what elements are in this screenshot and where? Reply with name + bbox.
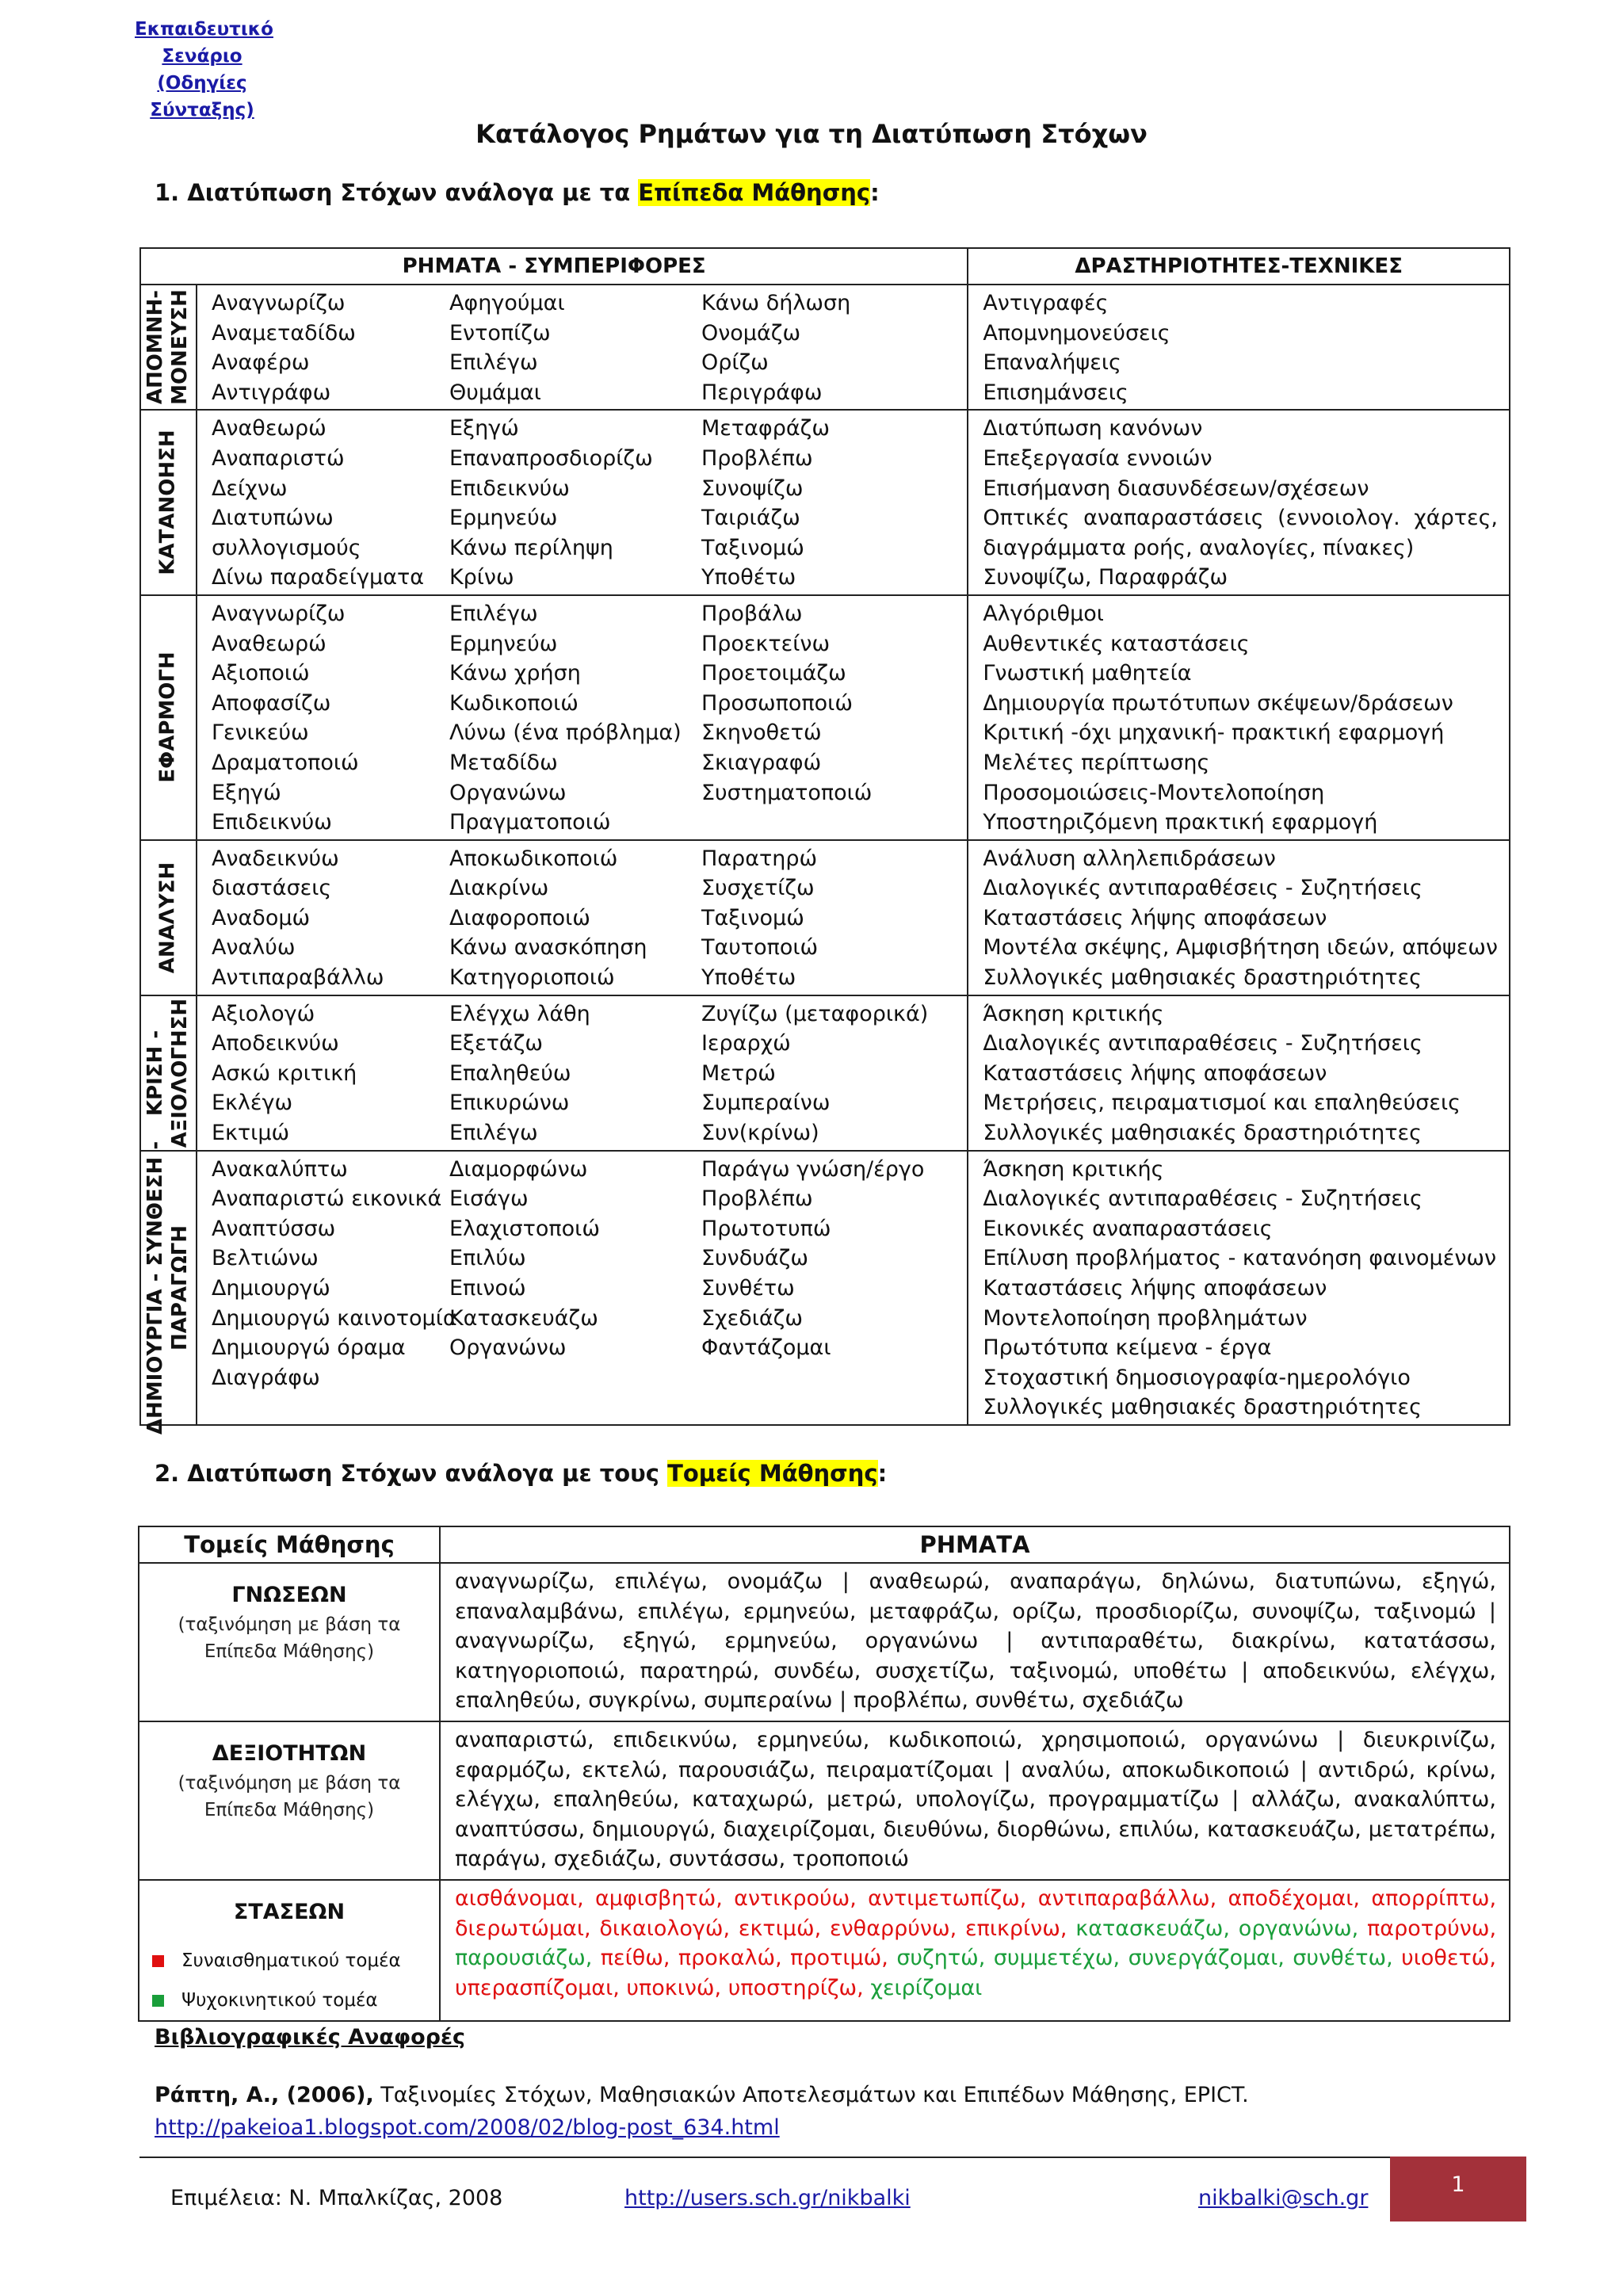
attitude-verb: συνεργάζομαι: [1128, 1946, 1278, 1971]
verb: Δημιουργώ όραμα: [211, 1335, 406, 1361]
verb: Συνδυάζω: [701, 1246, 808, 1271]
verbs-cell: [197, 410, 968, 595]
verb: Επαναπροσδιορίζω: [449, 445, 653, 471]
section1-suffix: :: [870, 179, 880, 206]
verb: Κωδικοποιώ: [449, 690, 579, 716]
verbs-cell: [197, 595, 968, 840]
scenario-guidelines-link[interactable]: [135, 16, 273, 124]
learning-domains-table: [138, 1526, 1510, 2022]
attitude-verb: ενθαρρύνω: [830, 1916, 950, 1941]
page-number: 1: [1390, 2157, 1526, 2222]
activities-header: ΔΡΑΣΤΗΡΙΟΤΗΤΕΣ-ΤΕΧΝΙΚΕΣ: [968, 248, 1510, 285]
verb: Ελέγχω λάθη: [449, 1001, 590, 1026]
verb: Πρωτοτυπώ: [701, 1216, 831, 1241]
level-row: [140, 1151, 1510, 1425]
activity: Καταστάσεις λήψης αποφάσεων: [983, 1060, 1327, 1086]
verb: Παρατηρώ: [701, 846, 818, 871]
attitude-verb: δικαιολογώ: [599, 1916, 724, 1941]
verbs-cell: [197, 840, 968, 995]
domain-note: Επίπεδα Μάθησης): [204, 1641, 375, 1662]
verb: συλλογισμούς: [211, 535, 361, 560]
level-label: [156, 652, 181, 783]
verb: Ονομάζω: [701, 320, 801, 346]
activity: Αντιγραφές: [983, 291, 1109, 315]
learning-levels-table: [139, 247, 1510, 1435]
verb: Εισάγω: [449, 1186, 529, 1212]
level-row: [140, 285, 1510, 410]
green-square-icon: [152, 1995, 164, 2007]
verb: Σχεδιάζω: [701, 1305, 803, 1331]
domain-name: ΔΕΞΙΟΤΗΤΩΝ: [212, 1740, 367, 1766]
verb: Οργανώνω: [449, 780, 567, 805]
verb: Αναμεταδίδω: [211, 320, 356, 346]
verb: Συνοψίζω: [701, 476, 804, 501]
attitude-verb: προτιμώ: [790, 1946, 882, 1971]
section2-prefix: 2. Διατύπωση Στόχων ανάλογα με τους: [155, 1460, 668, 1487]
level-label-line: ΔΗΜΙΟΥΡΓΙΑ - ΣΥΝΘΕΣΗ -: [143, 1140, 168, 1435]
activity: Καταστάσεις λήψης αποφάσεων: [983, 1276, 1327, 1301]
activity: Πρωτότυπα κείμενα - έργα: [983, 1335, 1272, 1361]
verb: Εκλέγω: [211, 1091, 293, 1116]
section1-prefix: 1. Διατύπωση Στόχων ανάλογα με τα: [155, 179, 639, 206]
verb: Θυμάμαι: [449, 380, 541, 405]
verbs-cell: [197, 285, 968, 410]
footer-divider: [139, 2157, 1390, 2158]
verb: Δραματοποιώ: [211, 750, 359, 775]
legend-label: Ψυχοκινητικού τομέα: [181, 1989, 378, 2011]
verbs-header: ΡΗΜΑΤΑ - ΣΥΜΠΕΡΙΦΟΡΕΣ: [140, 248, 968, 285]
legend-item-affective: [152, 1941, 439, 1981]
activity: Κριτική -όχι μηχανική- πρακτική εφαρμογή: [983, 720, 1445, 746]
verb: Επιλύω: [449, 1246, 526, 1271]
domain-verbs: αισθάνομαι, αμφισβητώ, αντικρούω, αντιμετωπίζω, αντιπαραβάλλω, αποδέχομαι, απορρίπτω, διερωτώμαι, δικαιολογώ, εκτιμώ, ενθαρρύνω, επικρίνω, κατασκευάζω, οργανώνω, παροτρύνω, παρουσιάζω, πείθω, προκαλώ, προτιμώ, συζητώ, συμμετέχω, συνεργάζομαι, συνθέτω, υιοθετώ, υπερασπίζομαι, υποκινώ, υποστηρίζω, χειρίζομαι: [440, 1880, 1510, 2021]
verb: Εξηγώ: [449, 416, 519, 441]
level-cell: [140, 1140, 197, 1435]
domain-legend: [139, 1941, 439, 2020]
domain-verbs: αναγνωρίζω, επιλέγω, ονομάζω | αναθεωρώ, αναπαράγω, δηλώνω, διατυπώνω, εξηγώ, επαναλαμβάνω, επιλέγω, ερμηνεύω, μεταφράζω, ορίζω, προσδιορίζω, συνοψίζω, ταξινομώ | αναγνωρίζω, εξηγώ, ερμηνεύω, οργανώνω | αντιπαραθέτω, διακρίνω, κατατάσσω, κατηγοριοποιώ, παρατηρώ, συνδέω, συσχετίζω, ταξινομώ, υποθέτω | αποδεικνύω, ελέγχω, επαληθεύω, συγκρίνω, συμπεραίνω | προβλέπω, συνθέτω, σχεδιάζω: [440, 1563, 1510, 1721]
verb: Προβάλω: [701, 601, 803, 626]
verb: Ορίζω: [701, 350, 769, 376]
verb: Κάνω χρήση: [449, 661, 581, 686]
verb: Διαγράφω: [211, 1365, 320, 1390]
verb: Αναφέρω: [211, 350, 310, 376]
toplink-line[interactable]: Σύνταξης): [150, 100, 254, 120]
activity: Διατύπωση κανόνων: [983, 416, 1203, 441]
domain-row-knowledge: [139, 1563, 1510, 1721]
level-label-line: ΕΦΑΡΜΟΓΗ: [155, 651, 180, 783]
verb: Φαντάζομαι: [701, 1335, 831, 1361]
attitude-verb: χειρίζομαι: [870, 1975, 983, 2000]
level-label: [156, 861, 181, 972]
verb: Αναπαριστώ εικονικά: [211, 1186, 442, 1212]
verb: διαστάσεις: [211, 876, 332, 901]
verb: Αναπτύσσω: [211, 1216, 336, 1241]
activity: Συνοψίζω, Παραφράζω: [983, 565, 1228, 590]
activity: Επισήμανση διασυνδέσεων/σχέσεων: [983, 476, 1369, 501]
verbs-cell: [197, 1151, 968, 1425]
level-cell: [140, 840, 197, 995]
verb: Επαληθεύω: [449, 1060, 571, 1086]
activity: Μοντελοποίηση προβλημάτων: [983, 1305, 1308, 1331]
level-cell: [140, 285, 197, 410]
verb: Συσχετίζω: [701, 876, 815, 901]
domain-row-skills: [139, 1721, 1510, 1880]
activity: Διαλογικές αντιπαραθέσεις - Συζητήσεις: [983, 1031, 1423, 1056]
activities-cell: [968, 410, 1510, 595]
attitude-verb: συνθέτω: [1293, 1946, 1387, 1971]
verb: Μεταδίδω: [449, 750, 558, 775]
verb: Κατασκευάζω: [449, 1305, 598, 1331]
verb: Προβλέπω: [701, 445, 813, 471]
level-label: [143, 289, 193, 405]
verb: Επινοώ: [449, 1276, 526, 1301]
verb: [449, 1363, 701, 1393]
verb: Επικυρώνω: [449, 1091, 570, 1116]
attitude-verb: παρουσιάζω: [455, 1946, 586, 1971]
verb: Συστηματοποιώ: [701, 780, 873, 805]
verb: Υποθέτω: [701, 565, 796, 590]
domain-row-attitudes: [139, 1880, 1510, 2021]
level-label-line: ΜΟΝΕΥΣΗ: [168, 289, 193, 406]
attitude-verb: απορρίπτω: [1371, 1885, 1490, 1911]
activity: Αυθεντικές καταστάσεις: [983, 631, 1250, 656]
verb: Κάνω δήλωση: [701, 291, 851, 315]
verb: Ανακαλύπτω: [211, 1156, 348, 1182]
activity: Άσκηση κριτικής: [983, 1156, 1164, 1182]
verb: Εντοπίζω: [449, 320, 551, 346]
activity: Καταστάσεις λήψης αποφάσεων: [983, 905, 1327, 930]
attitude-verb: αντιμετωπίζω: [868, 1885, 1020, 1911]
verb: Αξιοποιώ: [211, 661, 310, 686]
toplink-line[interactable]: (Οδηγίες: [157, 73, 247, 94]
verb: Διακρίνω: [449, 876, 549, 901]
section2-highlight: Τομείς Μάθησης: [667, 1460, 878, 1487]
verb: Κρίνω: [449, 565, 514, 590]
activity: Οπτικές αναπαραστάσεις (εννοιολογ. χάρτες,: [983, 506, 1498, 531]
reference-link[interactable]: http://pakeioa1.blogspot.com/2008/02/blog-post_634.html: [155, 2115, 780, 2140]
activity: Ανάλυση αλληλεπιδράσεων: [983, 846, 1276, 871]
attitude-verb: αισθάνομαι: [455, 1885, 578, 1911]
section2-suffix: :: [877, 1460, 888, 1487]
attitude-verb: συζητώ: [896, 1946, 979, 1971]
attitude-verb: αντιπαραβάλλω: [1037, 1885, 1210, 1911]
attitude-verb: αμφισβητώ: [595, 1885, 716, 1911]
level-label-line: ΚΑΤΑΝΟΗΣΗ: [155, 430, 180, 575]
verb: Αναδομώ: [211, 905, 311, 930]
activities-cell: [968, 840, 1510, 995]
attitude-verb: υιοθετώ: [1401, 1946, 1490, 1971]
activity: Γνωστική μαθητεία: [983, 661, 1192, 686]
activity: Συλλογικές μαθησιακές δραστηριότητες: [983, 1395, 1422, 1420]
activity: Αλγόριθμοι: [983, 601, 1104, 626]
verb: Σκηνοθετώ: [701, 720, 822, 746]
activity: Επεξεργασία εννοιών: [983, 445, 1212, 471]
reference-entry: [155, 2083, 1249, 2107]
attitude-verb: πείθω: [600, 1946, 663, 1971]
attitude-verb: επικρίνω: [965, 1916, 1060, 1941]
verbs-cell: [197, 995, 968, 1151]
verb: Αποκωδικοποιώ: [449, 846, 618, 871]
activity: Επίλυση προβλήματος - κατανόηση φαινομένων: [983, 1246, 1497, 1271]
verb: Γενικεύω: [211, 720, 309, 746]
verb: Συν(κρίνω): [701, 1121, 819, 1146]
activity: Δημιουργία πρωτότυπων σκέψεων/δράσεων: [983, 690, 1453, 716]
attitude-verb: υποκινώ: [626, 1975, 715, 2000]
verb: Υποθέτω: [701, 965, 796, 991]
verb: Δείχνω: [211, 476, 288, 501]
activity: Επισημάνσεις: [983, 380, 1128, 405]
activity: Εικονικές αναπαραστάσεις: [983, 1216, 1273, 1241]
activity: Επαναλήψεις: [983, 350, 1121, 376]
verb: Διαφοροποιώ: [449, 905, 590, 930]
activity: Άσκηση κριτικής: [983, 1001, 1164, 1026]
verb: [701, 808, 963, 838]
activity: διαγράμματα ροής, αναλογίες, πίνακες): [983, 535, 1415, 560]
verb: Παράγω γνώση/έργο: [701, 1156, 925, 1182]
level-cell: [140, 995, 197, 1151]
verb: Διατυπώνω: [211, 506, 334, 531]
activity: Απομνημονεύσεις: [983, 320, 1170, 346]
verb: Ερμηνεύω: [449, 631, 558, 656]
section1-heading: [155, 179, 880, 206]
activities-cell: [968, 285, 1510, 410]
verb: Αναπαριστώ: [211, 445, 345, 471]
verb: Σκιαγραφώ: [701, 750, 822, 775]
verb: Επιλέγω: [449, 601, 538, 626]
verb: Αναγνωρίζω: [211, 601, 346, 626]
attitude-verb: υποστηρίζω: [727, 1975, 857, 2000]
toplink-line[interactable]: Εκπαιδευτικό: [135, 19, 273, 40]
attitude-verb: συμμετέχω: [993, 1946, 1113, 1971]
level-label-line: ΑΠΟΜΝΗ-: [143, 290, 168, 405]
attitude-verb: αποδέχομαι: [1228, 1885, 1354, 1911]
domain-note: (ταξινόμηση με βάση τα: [178, 1772, 401, 1794]
domain-cell: [139, 1563, 440, 1721]
verb: Λύνω (ένα πρόβλημα): [449, 720, 682, 746]
verb: Αναθεωρώ: [211, 631, 327, 656]
attitude-verb: οργανώνω: [1238, 1916, 1352, 1941]
level-label: [143, 998, 193, 1147]
verb: Αντιπαραβάλλω: [211, 965, 384, 991]
verb: Ασκώ κριτική: [211, 1060, 357, 1086]
attitude-verb: διερωτώμαι: [455, 1916, 584, 1941]
level-label-line: ΠΑΡΑΓΩΓΗ: [168, 1224, 193, 1350]
domain-cell: [139, 1721, 440, 1880]
verb: Πραγματοποιώ: [449, 810, 611, 835]
level-cell: [140, 595, 197, 840]
verb: Προσωποποιώ: [701, 690, 853, 716]
footer-site-link[interactable]: http://users.sch.gr/nikbalki: [624, 2186, 911, 2210]
attitude-verb: κατασκευάζω: [1075, 1916, 1224, 1941]
verb: Ζυγίζω (μεταφορικά): [701, 1001, 929, 1026]
verb: Μεταφράζω: [701, 416, 830, 441]
verb: Βελτιώνω: [211, 1246, 319, 1271]
activities-cell: [968, 595, 1510, 840]
activity: Συλλογικές μαθησιακές δραστηριότητες: [983, 965, 1422, 991]
attitude-verb: υπερασπίζομαι: [455, 1975, 613, 2000]
domains-header: Τομείς Μάθησης: [139, 1526, 440, 1563]
verb: Επιλέγω: [449, 1121, 538, 1146]
references-heading: Βιβλιογραφικές Αναφορές: [155, 2025, 465, 2050]
verb: Προβλέπω: [701, 1186, 813, 1212]
verb: Ταξινομώ: [701, 905, 804, 930]
verb: Προετοιμάζω: [701, 661, 846, 686]
verb: Αναδεικνύω: [211, 846, 339, 871]
domain-name: ΣΤΑΣΕΩΝ: [233, 1899, 346, 1924]
verb: Αφηγούμαι: [449, 291, 565, 315]
verb: Ιεραρχώ: [701, 1031, 791, 1056]
activity: Μοντέλα σκέψης, Αμφισβήτηση ιδεών, απόψεων: [983, 935, 1498, 961]
level-row: [140, 410, 1510, 595]
activity: Συλλογικές μαθησιακές δραστηριότητες: [983, 1121, 1422, 1146]
verb: Οργανώνω: [449, 1335, 567, 1361]
activity: Μετρήσεις, πειραματισμοί και επαληθεύσεις: [983, 1091, 1461, 1116]
activity: Στοχαστική δημοσιογραφία-ημερολόγιο: [983, 1365, 1411, 1390]
verb: Συμπεραίνω: [701, 1091, 831, 1116]
activity: Διαλογικές αντιπαραθέσεις - Συζητήσεις: [983, 876, 1423, 901]
verb: Αναγνωρίζω: [211, 291, 346, 315]
activities-cell: [968, 1151, 1510, 1425]
verb: Ταιριάζω: [701, 506, 800, 531]
level-label-line: ΚΡΙΣΗ -: [143, 1030, 168, 1116]
attitude-verb: παροτρύνω: [1367, 1916, 1490, 1941]
verb: Ταξινομώ: [701, 535, 804, 560]
footer-email-link[interactable]: nikbalki@sch.gr: [1198, 2186, 1369, 2210]
attitude-verb: προκαλώ: [678, 1946, 776, 1971]
verb: Δημιουργώ: [211, 1276, 330, 1301]
verb: Κατηγοριοποιώ: [449, 965, 615, 991]
verb: Αξιολογώ: [211, 1001, 315, 1026]
verb: Ερμηνεύω: [449, 506, 558, 531]
verb: Περιγράφω: [701, 380, 823, 405]
verb: Αναθεωρώ: [211, 416, 327, 441]
verb: Μετρώ: [701, 1060, 776, 1086]
domain-cell: [139, 1880, 440, 2021]
level-row: [140, 595, 1510, 840]
legend-label: Συναισθηματικού τομέα: [181, 1950, 401, 1971]
verbs-header: ΡΗΜΑΤΑ: [440, 1526, 1510, 1563]
verb: Αντιγράφω: [211, 380, 331, 405]
level-label-line: ΑΞΙΟΛΟΓΗΣΗ: [168, 998, 193, 1148]
section1-highlight: Επίπεδα Μάθησης: [638, 179, 871, 206]
activities-cell: [968, 995, 1510, 1151]
level-label: [143, 1141, 193, 1435]
verb: Ταυτοποιώ: [701, 935, 819, 961]
domain-note: (ταξινόμηση με βάση τα: [178, 1614, 401, 1635]
toplink-line[interactable]: Σενάριο: [162, 46, 242, 67]
red-square-icon: [152, 1955, 164, 1967]
attitude-verb: εκτιμώ: [738, 1916, 815, 1941]
verb: Κάνω περίληψη: [449, 535, 613, 560]
verb: Εξετάζω: [449, 1031, 544, 1056]
verb: Επιλέγω: [449, 350, 538, 376]
activity: Μελέτες περίπτωσης: [983, 750, 1210, 775]
attitude-verb: αντικρούω: [734, 1885, 850, 1911]
verb: Αποδεικνύω: [211, 1031, 339, 1056]
verb: Αποφασίζω: [211, 690, 331, 716]
verb: Δημιουργώ καινοτομία: [211, 1305, 457, 1331]
verb: Επιδεικνύω: [211, 810, 332, 835]
level-cell: [140, 410, 197, 595]
verb: Εκτιμώ: [211, 1121, 290, 1146]
domain-name: ΓΝΩΣΕΩΝ: [231, 1583, 347, 1607]
verb: Αναλύω: [211, 935, 296, 961]
verb: Διαμορφώνω: [449, 1156, 588, 1182]
domain-verbs: αναπαριστώ, επιδεικνύω, ερμηνεύω, κωδικοποιώ, χρησιμοποιώ, οργανώνω | διευκρινίζω, εφαρμόζω, εκτελώ, παρουσιάζω, πειραματίζομαι | αναλύω, αποκωδικοποιώ | αντιδρώ, κρίνω, ελέγχω, επαληθεύω, καταχωρώ, μετρώ, υπολογίζω, προγραμματίζω | αλλάζω, ανακαλύπτω, αναπτύσσω, δημιουργώ, διαχειρίζομαι, διευθύνω, διορθώνω, επιλύω, κατασκευάζω, μετατρέπω, παράγω, σχεδιάζω, συντάσσω, τροποποιώ: [440, 1721, 1510, 1880]
reference-author: Ράπτη, Α., (2006),: [155, 2083, 374, 2107]
legend-item-psychomotor: [152, 1981, 439, 2020]
activity: Διαλογικές αντιπαραθέσεις - Συζητήσεις: [983, 1186, 1423, 1212]
verb: Ελαχιστοποιώ: [449, 1216, 600, 1241]
level-row: [140, 840, 1510, 995]
verb: [701, 1363, 963, 1393]
verb: Συνθέτω: [701, 1276, 795, 1301]
activity: Προσομοιώσεις-Μοντελοποίηση: [983, 780, 1325, 805]
verb: Δίνω παραδείγματα: [211, 565, 425, 590]
verb: Εξηγώ: [211, 780, 281, 805]
verb: Κάνω ανασκόπηση: [449, 935, 647, 961]
level-label: [156, 430, 181, 575]
verb: Προεκτείνω: [701, 631, 831, 656]
level-row: [140, 995, 1510, 1151]
activity: Υποστηριζόμενη πρακτική εφαρμογή: [983, 810, 1378, 835]
domain-note: Επίπεδα Μάθησης): [204, 1799, 375, 1820]
footer-editor: Επιμέλεια: Ν. Μπαλκίζας, 2008: [170, 2186, 503, 2210]
page-title: Κατάλογος Ρημάτων για τη Διατύπωση Στόχων: [475, 119, 1148, 149]
section2-heading: [155, 1460, 887, 1487]
reference-text: Ταξινομίες Στόχων, Μαθησιακών Αποτελεσμάτων και Επιπέδων Μάθησης, EPICT.: [373, 2083, 1249, 2107]
level-label-line: ΑΝΑΛΥΣΗ: [155, 861, 180, 973]
verb: Επιδεικνύω: [449, 476, 570, 501]
